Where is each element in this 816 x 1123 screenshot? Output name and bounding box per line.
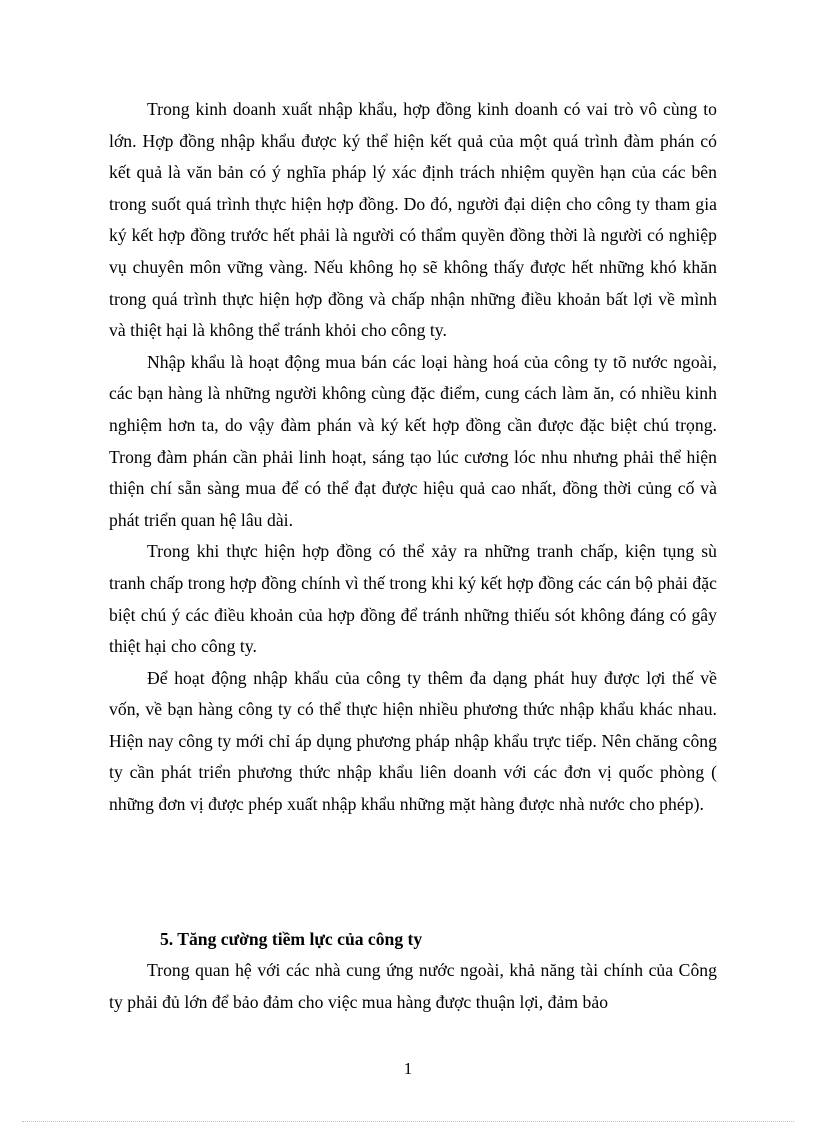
page-bottom-divider [22, 1121, 794, 1122]
page-number: 1 [403, 1059, 413, 1078]
paragraph-contract-role: Trong kinh doanh xuất nhập khẩu, hợp đồng kinh doanh có vai trò vô cùng to lớn. Hợp đồng nhập khẩu được ký thể hiện kết quả của một quá trình đàm phán có kết quả là văn bản có ý nghĩa pháp lý xác định trách nhiệm quyền hạn của các bên trong suốt quá trình thực hiện hợp đồng. Do đó, người đại diện cho công ty tham gia ký kết hợp đồng trước hết phải là người có thẩm quyền đồng thời là người có nghiệp vụ chuyên môn vững vàng. Nếu không họ sẽ không thấy được hết những khó khăn trong quá trình thực hiện hợp đồng và chấp nhận những điều khoản bất lợi về mình và thiệt hại là không thể tránh khỏi cho công ty. [109, 99, 717, 341]
paragraph-import-methods: Để hoạt động nhập khẩu của công ty thêm đa dạng phát huy được lợi thế về vốn, về bạn hàng công ty có thể thực hiện nhiều phương thức nhập khẩu khác nhau. Hiện nay công ty mới chỉ áp dụng phương pháp nhập khẩu trực tiếp. Nên chăng công ty cần phát triển phương thức nhập khẩu liên doanh với các đơn vị quốc phòng ( những đơn vị được phép xuất nhập khẩu những mặt hàng được nhà nước cho phép). [109, 667, 717, 815]
paragraph-import-negotiation: Nhập khẩu là hoạt động mua bán các loại hàng hoá của công ty tõ nước ngoài, các bạn hàng là những người không cùng đặc điểm, cung cách làm ăn, có nhiều kinh nghiệm hơn ta, do vậy đàm phán và ký kết hợp đồng cần được đặc biệt chú trọng. Trong đàm phán cần phải linh hoạt, sáng tạo lúc cương lóc nhu nhưng phải thể hiện thiện chí sẵn sàng mua để có thể đạt được hiệu quả cao nhất, đồng thời củng cố và phát triển quan hệ lâu dài. [109, 351, 717, 530]
section-heading: 5. Tăng cường tiềm lực của công ty [160, 929, 423, 949]
paragraph-disputes: Trong khi thực hiện hợp đồng có thể xảy ra những tranh chấp, kiện tụng sù tranh chấp trong hợp đồng chính vì thế trong khi ký kết hợp đồng các cán bộ phải đặc biệt chú ý các điều khoản của hợp đồng để tránh những thiếu sót không đáng có gây thiệt hại cho công ty. [109, 541, 717, 657]
body-text [109, 94, 717, 821]
paragraph-financial-capacity: Trong quan hệ với các nhà cung ứng nước ngoài, khả năng tài chính của Công ty phải đủ lớn để bảo đảm cho việc mua hàng được thuận lợi, đảm bảo [109, 960, 717, 1012]
section-body [109, 955, 717, 1018]
